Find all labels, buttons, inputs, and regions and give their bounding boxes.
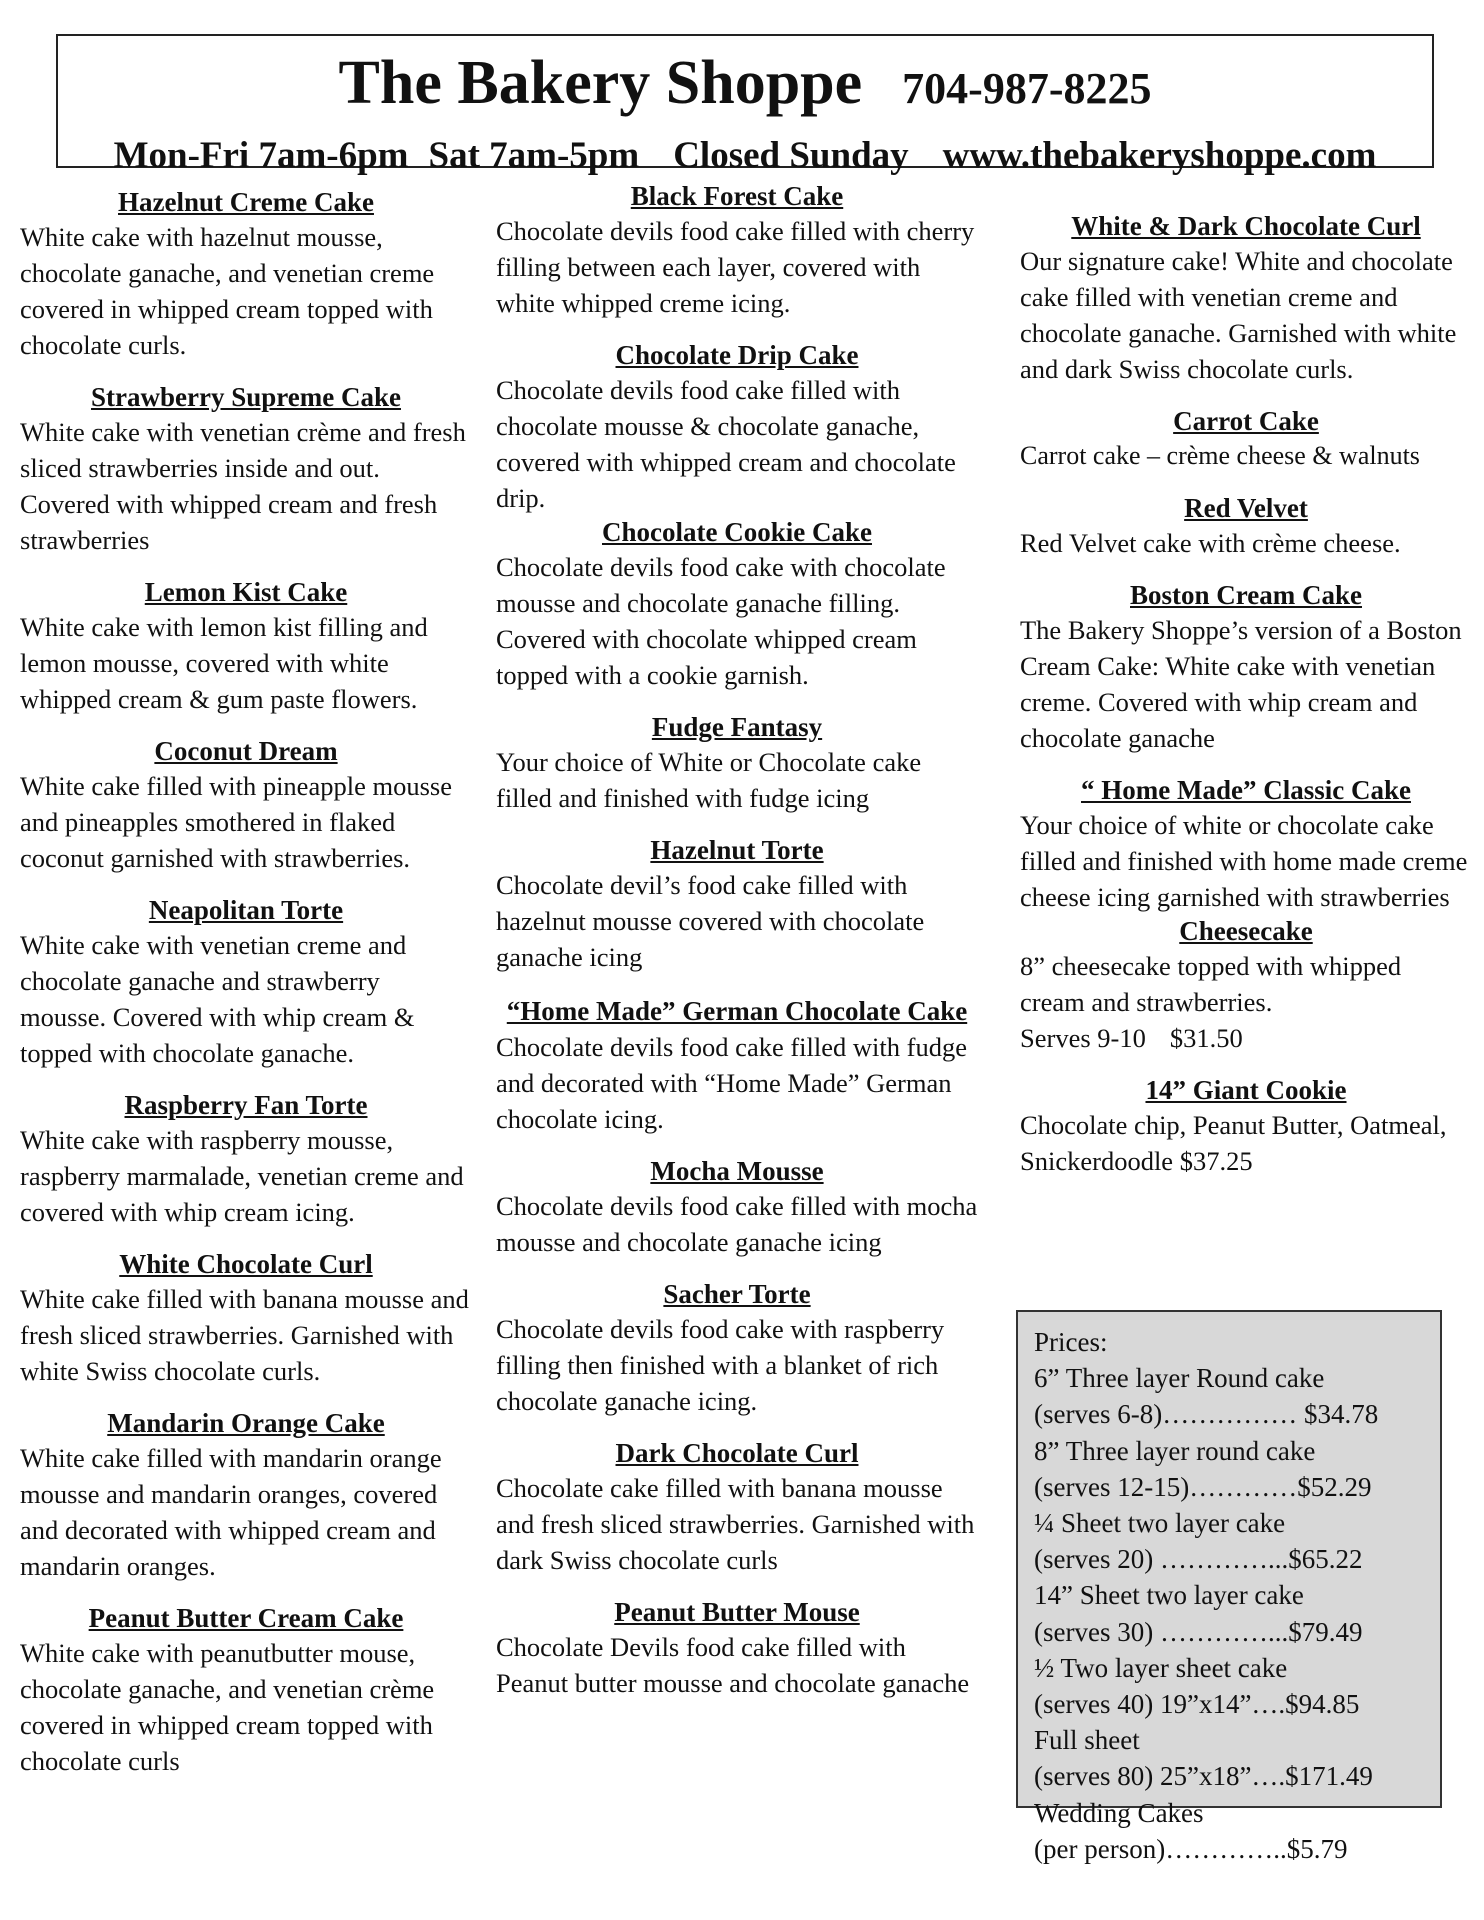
item-name: Red Velvet <box>1184 493 1308 523</box>
menu-item <box>496 180 978 321</box>
closed-notice: Closed Sunday <box>673 135 909 176</box>
menu-item <box>1020 405 1472 474</box>
item-description: Chocolate devils food cake with raspberry filling then finished with a blanket of rich chocolate ganache icing. <box>496 1314 945 1416</box>
item-name: Mocha Mousse <box>650 1156 824 1186</box>
menu-item <box>496 339 978 516</box>
item-description: Chocolate devils food cake filled with chocolate mousse & chocolate ganache, covered with whipped cream and chocolate drip. <box>496 375 956 513</box>
item-description: White cake filled with mandarin orange mousse and mandarin oranges, covered and decorated with whipped cream and mandarin oranges. <box>20 1443 442 1581</box>
shop-name: The Bakery Shoppe <box>338 49 863 117</box>
item-name: Lemon Kist Cake <box>144 577 348 607</box>
item-description: White cake with peanutbutter mouse, chocolate ganache, and venetian crème covered in whipped cream topped with chocolate curls <box>20 1638 435 1776</box>
price-line: Full sheet <box>1034 1725 1140 1756</box>
menu-item <box>20 894 472 1071</box>
item-name: Mandarin Orange Cake <box>107 1408 385 1438</box>
item-name: Neapolitan Torte <box>148 895 344 925</box>
item-description: Chocolate devils food cake filled with cherry filling between each layer, covered with white whipped creme icing. <box>496 216 975 318</box>
menu-item <box>496 711 978 816</box>
item-description: Chocolate Devils food cake filled with Peanut butter mousse and chocolate ganache <box>496 1632 970 1698</box>
item-price: $31.50 <box>1169 1023 1243 1053</box>
website-link[interactable]: www.thebakeryshoppe.com <box>942 135 1377 176</box>
menu-item <box>1020 579 1472 756</box>
item-description: White cake filled with banana mousse and fresh sliced strawberries. Garnished with white Swiss chocolate curls. <box>20 1284 469 1386</box>
item-description: Your choice of White or Chocolate cake filled and finished with fudge icing <box>496 747 922 813</box>
menu-item <box>20 381 472 558</box>
menu-item <box>20 1602 472 1779</box>
item-price-line <box>1020 1020 1472 1056</box>
item-name: Fudge Fantasy <box>651 712 823 742</box>
menu-item <box>1020 492 1472 561</box>
menu-item <box>496 516 978 693</box>
item-description: White cake with hazelnut mousse, chocolate ganache, and venetian creme covered in whipped cream topped with chocolate curls. <box>20 222 435 360</box>
menu-column-1 <box>20 186 472 1797</box>
item-description: Chocolate cake filled with banana mousse and fresh sliced strawberries. Garnished with dark Swiss chocolate curls <box>496 1473 975 1575</box>
item-name: Hazelnut Creme Cake <box>118 187 374 217</box>
price-line: ¼ Sheet two layer cake <box>1034 1508 1286 1539</box>
item-description: Chocolate chip, Peanut Butter, Oatmeal, Snickerdoodle $37.25 <box>1020 1110 1447 1176</box>
menu-item <box>1020 915 1472 1056</box>
item-name: Cheesecake <box>1179 916 1313 946</box>
menu-item <box>20 576 472 717</box>
price-line: 6” Three layer Round cake <box>1034 1363 1325 1394</box>
item-description: Our signature cake! White and chocolate cake filled with venetian creme and chocolate ganache. Garnished with white and dark Swiss chocolate curls. <box>1020 246 1457 384</box>
menu-column-2 <box>496 180 978 1719</box>
item-name: Dark Chocolate Curl <box>615 1438 859 1468</box>
item-name: 14” Giant Cookie <box>1145 1075 1347 1105</box>
item-name: Chocolate Cookie Cake <box>602 517 872 547</box>
hours-weekday: Mon-Fri 7am-6pm <box>113 135 409 176</box>
item-description: Red Velvet cake with crème cheese. <box>1020 528 1401 558</box>
item-description: White cake with venetian crème and fresh sliced strawberries inside and out. Covered with whipped cream and fresh strawberries <box>20 417 466 555</box>
item-description: Chocolate devil’s food cake filled with hazelnut mousse covered with chocolate ganache icing <box>496 870 925 972</box>
price-line: (serves 6-8)…………… $34.78 <box>1034 1399 1379 1430</box>
item-name: Peanut Butter Cream Cake <box>88 1603 404 1633</box>
menu-item <box>496 834 978 975</box>
item-description: White cake with raspberry mousse, raspberry marmalade, venetian creme and covered with whip cream icing. <box>20 1125 464 1227</box>
item-name: White Chocolate Curl <box>119 1249 373 1279</box>
menu-item <box>20 1407 472 1584</box>
menu-item <box>20 186 472 363</box>
menu-item <box>496 1155 978 1260</box>
item-serves: Serves 9-10 <box>1020 1023 1146 1053</box>
item-name: Peanut Butter Mouse <box>614 1597 860 1627</box>
item-description: The Bakery Shoppe’s version of a Boston Cream Cake: White cake with venetian creme. Covered with whip cream and chocolate ganache <box>1020 615 1462 753</box>
menu-item <box>496 993 978 1137</box>
price-line: ½ Two layer sheet cake <box>1034 1652 1288 1683</box>
menu-item <box>1020 210 1472 387</box>
item-description: White cake with venetian creme and chocolate ganache and strawberry mousse. Covered with whip cream & topped with chocolate ganache. <box>20 930 415 1068</box>
menu-item <box>1020 774 1472 915</box>
item-name: Raspberry Fan Torte <box>124 1090 368 1120</box>
item-description: Chocolate devils food cake with chocolate mousse and chocolate ganache filling. Covered with chocolate whipped cream topped with a cookie garnish. <box>496 552 946 690</box>
prices-heading: Prices: <box>1034 1327 1108 1357</box>
price-line: (per person)…………..$5.79 <box>1034 1833 1348 1864</box>
price-line: Wedding Cakes <box>1034 1797 1204 1828</box>
menu-item <box>496 1596 978 1701</box>
header-box <box>56 34 1434 176</box>
item-name: Boston Cream Cake <box>1130 580 1362 610</box>
prices-box <box>1016 1310 1442 1864</box>
item-description: Chocolate devils food cake filled with fudge and decorated with “Home Made” German chocolate icing. <box>496 1032 967 1134</box>
menu-item <box>496 1278 978 1419</box>
phone-number: 704-987-8225 <box>902 64 1152 113</box>
price-line: (serves 20) …………...$65.22 <box>1034 1544 1363 1575</box>
item-description: Your choice of white or chocolate cake filled and finished with home made creme cheese icing garnished with strawberries <box>1020 810 1468 912</box>
menu-item <box>496 1437 978 1578</box>
price-line: 14” Sheet two layer cake <box>1034 1580 1304 1611</box>
item-name: Chocolate Drip Cake <box>615 340 859 370</box>
item-description: 8” cheesecake topped with whipped cream and strawberries. <box>1020 951 1402 1017</box>
item-name: “Home Made” German Chocolate Cake <box>506 996 968 1026</box>
item-description: White cake with lemon kist filling and lemon mousse, covered with white whipped cream & gum paste flowers. <box>20 612 428 714</box>
item-description: White cake filled with pineapple mousse and pineapples smothered in flaked coconut garnished with strawberries. <box>20 771 452 873</box>
header-hours-line <box>58 134 1432 178</box>
item-name: White & Dark Chocolate Curl <box>1071 211 1421 241</box>
menu-column-3 <box>1020 210 1472 1197</box>
header-title-line <box>58 50 1432 132</box>
price-line: 8” Three layer round cake <box>1034 1435 1316 1466</box>
menu-item <box>20 1248 472 1389</box>
price-line: (serves 40) 19”x14”….$94.85 <box>1034 1689 1360 1720</box>
item-name: Carrot Cake <box>1173 406 1319 436</box>
item-description: Chocolate devils food cake filled with mocha mousse and chocolate ganache icing <box>496 1191 978 1257</box>
item-name: Black Forest Cake <box>630 181 844 211</box>
item-name: Sacher Torte <box>663 1279 811 1309</box>
item-name: “ Home Made” Classic Cake <box>1081 775 1411 805</box>
menu-item <box>20 1089 472 1230</box>
item-name: Strawberry Supreme Cake <box>91 382 401 412</box>
menu-item <box>1020 1074 1472 1179</box>
item-name: Hazelnut Torte <box>650 835 824 865</box>
price-line: (serves 12-15)…………$52.29 <box>1034 1471 1372 1502</box>
item-description: Carrot cake – crème cheese & walnuts <box>1020 441 1420 470</box>
menu-item <box>20 735 472 876</box>
item-name: Coconut Dream <box>154 736 338 766</box>
price-line: (serves 80) 25”x18”….$171.49 <box>1034 1761 1373 1792</box>
hours-saturday: Sat 7am-5pm <box>428 135 640 176</box>
price-line: (serves 30) …………...$79.49 <box>1034 1616 1363 1647</box>
